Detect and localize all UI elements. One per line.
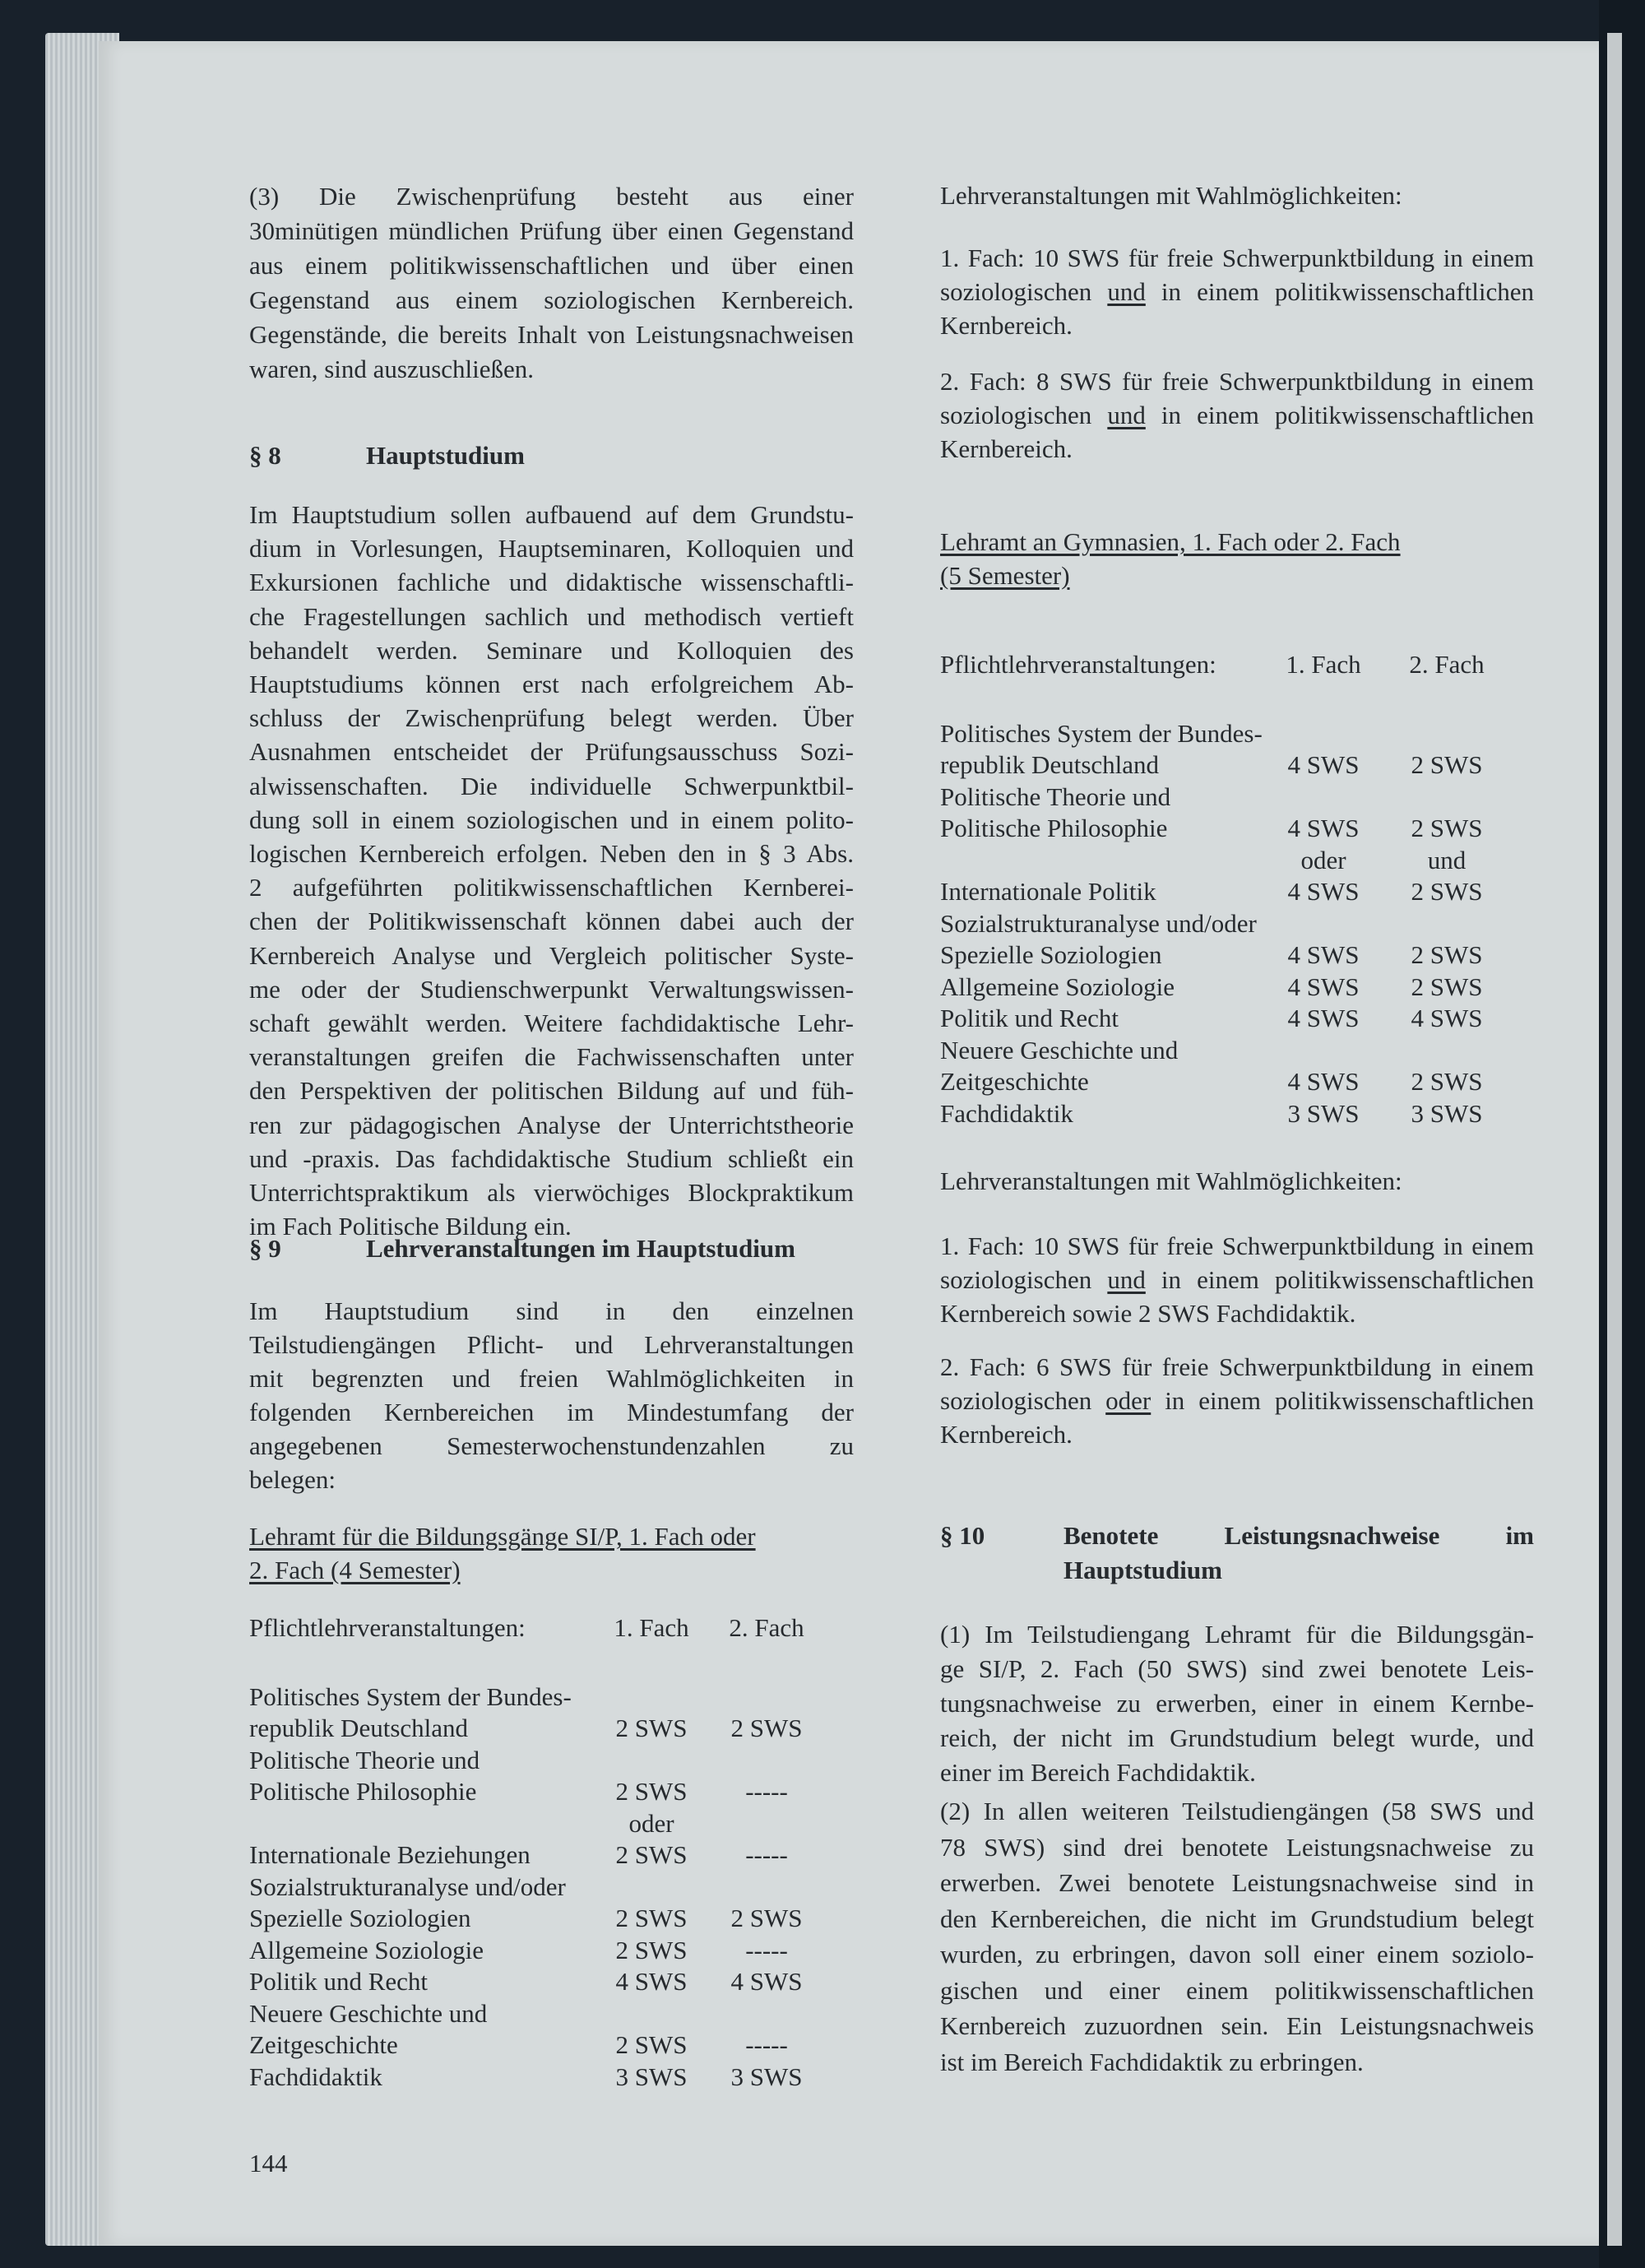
fach2-value: 2 SWS (1411, 877, 1483, 906)
text-line: schaft gewählt werden. Weitere fachdidaktische Lehr- (249, 1009, 854, 1038)
section-number: § 9 (249, 1234, 281, 1263)
fach2-value: 4 SWS (730, 1967, 803, 1996)
text-line: (2) In allen weiteren Teilstudiengängen (58 SWS und (940, 1797, 1534, 1825)
text-segment: in einem politikwissenschaftlichen (1151, 1386, 1534, 1415)
fach1-value: 4 SWS (1287, 750, 1360, 779)
row-label: Neuere Geschichte und (940, 1035, 1179, 1064)
text-line (940, 1263, 1534, 1296)
row-label: Fachdidaktik (249, 2062, 382, 2091)
text-line: einer im Bereich Fachdidaktik. (940, 1758, 1256, 1787)
table-sip (249, 1612, 854, 2093)
wahl-fach2-1 (940, 364, 1534, 466)
text-line: waren, sind auszuschließen. (249, 355, 535, 383)
row-label: Sozialstrukturanalyse und/oder (249, 1871, 566, 1901)
table-row (249, 1839, 854, 1871)
section-number: § 10 (940, 1521, 985, 1550)
text-line: Gegenstände, die bereits Inhalt von Leistungsnachweisen (249, 320, 854, 349)
row-label: republik Deutschland (249, 1714, 469, 1742)
row-label: Internationale Politik (940, 877, 1156, 906)
table-row (940, 782, 1534, 814)
paragraph-zwischenpruefung (249, 179, 854, 387)
row-label: Politisches System der Bundes- (249, 1681, 572, 1711)
row-label: Pflichtlehrveranstaltungen: (940, 650, 1216, 679)
text-line: Hauptstudiums können erst nach erfolgreichem Ab- (249, 670, 854, 699)
table-gymnasien (940, 649, 1534, 1129)
text-line: 1. Fach: 10 SWS für freie Schwerpunktbildung in einem (940, 243, 1534, 272)
fach2-value: ----- (745, 1840, 788, 1869)
fach1-value: 1. Fach (1286, 650, 1361, 679)
fach1-value: 4 SWS (1287, 940, 1360, 969)
table-header-row (249, 1612, 854, 1644)
text-line: Im Hauptstudium sind in den einzelnen (249, 1296, 854, 1325)
paragraph-lehrveranstaltungen (249, 1294, 854, 1496)
text-line: 2 aufgeführten politikwissenschaftlichen Kernberei- (249, 873, 854, 902)
underlined-word: und (1107, 1265, 1146, 1294)
table-row (940, 718, 1534, 750)
table-row (249, 1776, 854, 1808)
fach2-value: ----- (745, 1777, 788, 1806)
text-line: folgenden Kernbereichen im Mindestumfang der (249, 1398, 854, 1426)
text-line (940, 398, 1534, 432)
text-line: Lehrveranstaltungen mit Wahlmöglichkeiten: (940, 181, 1402, 210)
fach2-value: 2 SWS (1411, 814, 1483, 842)
section-8-heading (249, 438, 854, 473)
fach2-value: ----- (745, 2030, 788, 2059)
fach1-value: 4 SWS (1287, 814, 1360, 842)
text-line: wurden, zu erbringen, davon soll einer einem soziolo- (940, 1940, 1534, 1969)
row-label: Allgemeine Soziologie (249, 1935, 484, 1964)
text-line: den Perspektiven der politischen Bildung auf und füh- (249, 1076, 854, 1106)
fach2-value: 2. Fach (729, 1613, 804, 1642)
paragraph-hauptstudium (249, 498, 854, 1243)
underlined-word: und (1107, 401, 1146, 429)
text-line: Lehrveranstaltungen mit Wahlmöglichkeiten: (940, 1166, 1402, 1195)
text-line: schluss der Zwischenprüfung belegt werden. Über (249, 703, 854, 733)
table-row (940, 845, 1534, 877)
row-label: Spezielle Soziologien (940, 940, 1162, 969)
fach2-value: 4 SWS (1411, 1004, 1483, 1032)
row-label: Fachdidaktik (940, 1098, 1073, 1128)
fach1-value: 2 SWS (615, 1840, 688, 1869)
fach2-value: ----- (745, 1935, 788, 1964)
row-label: republik Deutschland (940, 750, 1160, 779)
section-title-word: Benotete (1063, 1521, 1159, 1550)
fach1-value: 2 SWS (615, 1904, 688, 1932)
row-label: Politik und Recht (249, 1967, 428, 1996)
table-row (249, 1681, 854, 1714)
fach2-value: 2 SWS (730, 1714, 803, 1742)
page-number: 144 (249, 2149, 288, 2178)
text-line: Kernbereich zuzuordnen sein. Ein Leistungsnachweis (940, 2011, 1534, 2040)
table-row (940, 1003, 1534, 1035)
text-line: den Kernbereichen, die nicht im Grundstudium belegt (940, 1904, 1534, 1933)
row-label: Allgemeine Soziologie (940, 972, 1175, 1001)
text-segment: in einem politikwissenschaftlichen (1145, 1265, 1534, 1294)
text-line: Kernbereich Analyse und Vergleich politischer Syste- (249, 940, 854, 970)
wahl-fach1-1 (940, 241, 1534, 342)
text-line: Teilstudiengängen Pflicht- und Lehrveranstaltungen (249, 1330, 854, 1359)
row-label: Spezielle Soziologien (249, 1904, 471, 1932)
text-line: Im Hauptstudium sollen aufbauend auf dem Grundstu- (249, 500, 854, 529)
text-line: veranstaltungen greifen die Fachwissenschaften unter (249, 1042, 854, 1072)
text-line: 2. Fach: 6 SWS für freie Schwerpunktbildung in einem (940, 1352, 1534, 1381)
row-label: Pflichtlehrveranstaltungen: (249, 1613, 526, 1642)
text-line: Ausnahmen entscheidet der Prüfungsausschuss Sozi- (249, 737, 854, 767)
table-header-row (940, 649, 1534, 681)
fach2-value: 2 SWS (1411, 1067, 1483, 1096)
paragraph-10-2 (940, 1793, 1534, 2080)
text-line: 78 SWS) sind drei benotete Leistungsnachweise zu (940, 1832, 1534, 1862)
fach1-value: 3 SWS (615, 2062, 688, 2091)
text-line: Unterrichtspraktikum als vierwöchiges Blockpraktikum (249, 1178, 854, 1208)
text-line: (1) Im Teilstudiengang Lehramt für die Bildungsgän- (940, 1620, 1534, 1649)
fach1-value: 4 SWS (1287, 877, 1360, 906)
text-line: che Fragestellungen sachlich und methodisch vertieft (249, 601, 854, 631)
fach1-value: 2 SWS (615, 1777, 688, 1806)
text-line: me oder der Studienschwerpunkt Verwaltungswissen- (249, 974, 854, 1004)
table-row (940, 908, 1534, 940)
text-line: und -praxis. Das fachdidaktische Studium schließt ein (249, 1143, 854, 1173)
table-row (940, 1098, 1534, 1130)
fach1-value: 4 SWS (1287, 1004, 1360, 1032)
text-line: dung soll in einem soziologischen und in einem polito- (249, 805, 854, 834)
text-line: (5 Semester) (940, 561, 1070, 590)
fach2-value: 2 SWS (1411, 972, 1483, 1001)
fach1-value: 4 SWS (1287, 1067, 1360, 1096)
row-label: Internationale Beziehungen (249, 1840, 531, 1869)
text-line: logischen Kernbereich erfolgen. Neben den in § 3 Abs. (249, 839, 854, 869)
fach1-value: 3 SWS (1287, 1098, 1360, 1128)
row-label: Zeitgeschichte (249, 2030, 398, 2059)
wahl-title-1 (940, 179, 1534, 213)
text-segment: soziologischen (940, 1386, 1106, 1415)
underlined-word: oder (1105, 1386, 1152, 1415)
table-row (249, 1808, 854, 1840)
fach1-value: 4 SWS (615, 1967, 688, 1996)
text-line: (3) Die Zwischenprüfung besteht aus einer (249, 182, 854, 211)
text-line: dium in Vorlesungen, Hauptseminaren, Kolloquien und (249, 534, 854, 564)
text-line: 2. Fach (4 Semester) (249, 1556, 461, 1584)
text-line: ist im Bereich Fachdidaktik zu erbringen. (940, 2047, 1364, 2076)
fach1-value: 2 SWS (615, 1935, 688, 1964)
fach2-value: 2. Fach (1409, 650, 1485, 679)
text-line: angegebenen Semesterwochenstundenzahlen zu (249, 1431, 854, 1460)
table-row (249, 1903, 854, 1935)
table-row (249, 1935, 854, 1967)
table-row (249, 1871, 854, 1904)
row-label: Politische Philosophie (940, 814, 1168, 842)
text-line: chen der Politikwissenschaft können dabei auch der (249, 907, 854, 936)
text-line: 30minütigen mündlichen Prüfung über einen Gegenstand (249, 216, 854, 245)
text-line: tungsnachweise zu erwerben, einer in einem Kernbe- (940, 1689, 1534, 1718)
fach1-value: oder (628, 1808, 674, 1838)
text-line: 1. Fach: 10 SWS für freie Schwerpunktbildung in einem (940, 1231, 1534, 1260)
text-line: belegen: (249, 1465, 336, 1494)
text-segment: soziologischen (940, 277, 1108, 306)
fach1-value: 2 SWS (615, 1714, 688, 1742)
section-number: § 8 (249, 441, 281, 470)
text-line: reich, der nicht im Grundstudium belegt wurde, und (940, 1723, 1534, 1752)
text-line: Kernbereich sowie 2 SWS Fachdidaktik. (940, 1299, 1356, 1328)
text-line: 2. Fach: 8 SWS für freie Schwerpunktbildung in einem (940, 367, 1534, 396)
text-line (940, 275, 1534, 308)
table-heading-sip (249, 1519, 776, 1587)
text-line: Kernbereich. (940, 434, 1073, 463)
fach1-value: 1. Fach (614, 1613, 689, 1642)
text-line: Gegenstand aus einem soziologischen Kernbereich. (249, 285, 854, 314)
table-row (249, 1745, 854, 1777)
row-label: Politische Philosophie (249, 1777, 477, 1806)
book-binding (1599, 0, 1645, 2268)
section-title-word: im (1505, 1521, 1534, 1550)
text-line: mit begrenzten und freien Wahlmöglichkeiten in (249, 1364, 854, 1393)
fach2-value: 3 SWS (1411, 1098, 1483, 1128)
fach1-value: 4 SWS (1287, 972, 1360, 1001)
wahl-fach2-2 (940, 1350, 1534, 1451)
text-line: ren zur pädagogischen Analyse der Unterrichtstheorie (249, 1110, 854, 1139)
row-label: Politisches System der Bundes- (940, 718, 1263, 748)
text-segment: in einem politikwissenschaftlichen (1145, 401, 1534, 429)
fach2-value: 3 SWS (730, 2062, 803, 2091)
section-9-heading (249, 1231, 854, 1266)
text-line: ge SI/P, 2. Fach (50 SWS) sind zwei benotete Leis- (940, 1654, 1534, 1683)
row-label: Politische Theorie und (249, 1745, 480, 1774)
row-label: Sozialstrukturanalyse und/oder (940, 908, 1257, 938)
fach2-value: 2 SWS (1411, 750, 1483, 779)
text-line: Kernbereich. (940, 311, 1073, 340)
text-line: Lehramt an Gymnasien, 1. Fach oder 2. Fach (940, 527, 1401, 556)
row-label: Politische Theorie und (940, 782, 1171, 811)
row-label: Zeitgeschichte (940, 1067, 1089, 1096)
text-segment: soziologischen (940, 1265, 1108, 1294)
row-label: Politik und Recht (940, 1004, 1119, 1032)
text-line: erwerben. Zwei benotete Leistungsnachweise sind in (940, 1868, 1534, 1897)
binding-edge (1607, 33, 1622, 2246)
table-row (940, 939, 1534, 972)
fach2-value: und (1427, 845, 1467, 874)
section-title: Lehrveranstaltungen im Hauptstudium (366, 1234, 795, 1263)
table-row (940, 1066, 1534, 1098)
wahl-title-2 (940, 1164, 1534, 1199)
table-row (940, 1035, 1534, 1067)
fach1-value: oder (1300, 845, 1346, 874)
table-row (249, 2029, 854, 2062)
fach2-value: 2 SWS (1411, 940, 1483, 969)
text-line (940, 1384, 1534, 1417)
text-segment: soziologischen (940, 401, 1108, 429)
table-row (249, 1713, 854, 1745)
table-row (940, 972, 1534, 1004)
section-title: Hauptstudium (366, 441, 525, 470)
underlined-word: und (1107, 277, 1146, 306)
table-row (940, 813, 1534, 845)
table-row (249, 2062, 854, 2094)
section-10-heading (940, 1519, 1534, 1588)
fach1-value: 2 SWS (615, 2030, 688, 2059)
text-line: im Fach Politische Bildung ein. (249, 1212, 572, 1241)
section-title-line2: Hauptstudium (1063, 1556, 1222, 1584)
wahl-fach1-2 (940, 1229, 1534, 1330)
table-row (249, 1966, 854, 1998)
text-line: Lehramt für die Bildungsgänge SI/P, 1. Fach oder (249, 1522, 756, 1551)
paragraph-10-1 (940, 1617, 1534, 1790)
text-line: behandelt werden. Seminare und Kolloquien des (249, 635, 854, 665)
text-line: aus einem politikwissenschaftlichen und über einen (249, 251, 854, 280)
text-line: Kernbereich. (940, 1420, 1073, 1449)
table-row (249, 1998, 854, 2030)
text-line: gischen und einer einem politikwissenschaftlichen (940, 1975, 1534, 2005)
text-segment: in einem politikwissenschaftlichen (1145, 277, 1534, 306)
row-label: Neuere Geschichte und (249, 1998, 488, 2028)
section-title-word: Leistungsnachweise (1224, 1521, 1440, 1550)
table-row (940, 876, 1534, 908)
text-line: Exkursionen fachliche und didaktische wissenschaftli- (249, 568, 854, 597)
text-line: alwissenschaften. Die individuelle Schwerpunktbil- (249, 771, 854, 800)
table-heading-gymnasien (940, 525, 1417, 592)
fach2-value: 2 SWS (730, 1904, 803, 1932)
table-row (940, 749, 1534, 782)
